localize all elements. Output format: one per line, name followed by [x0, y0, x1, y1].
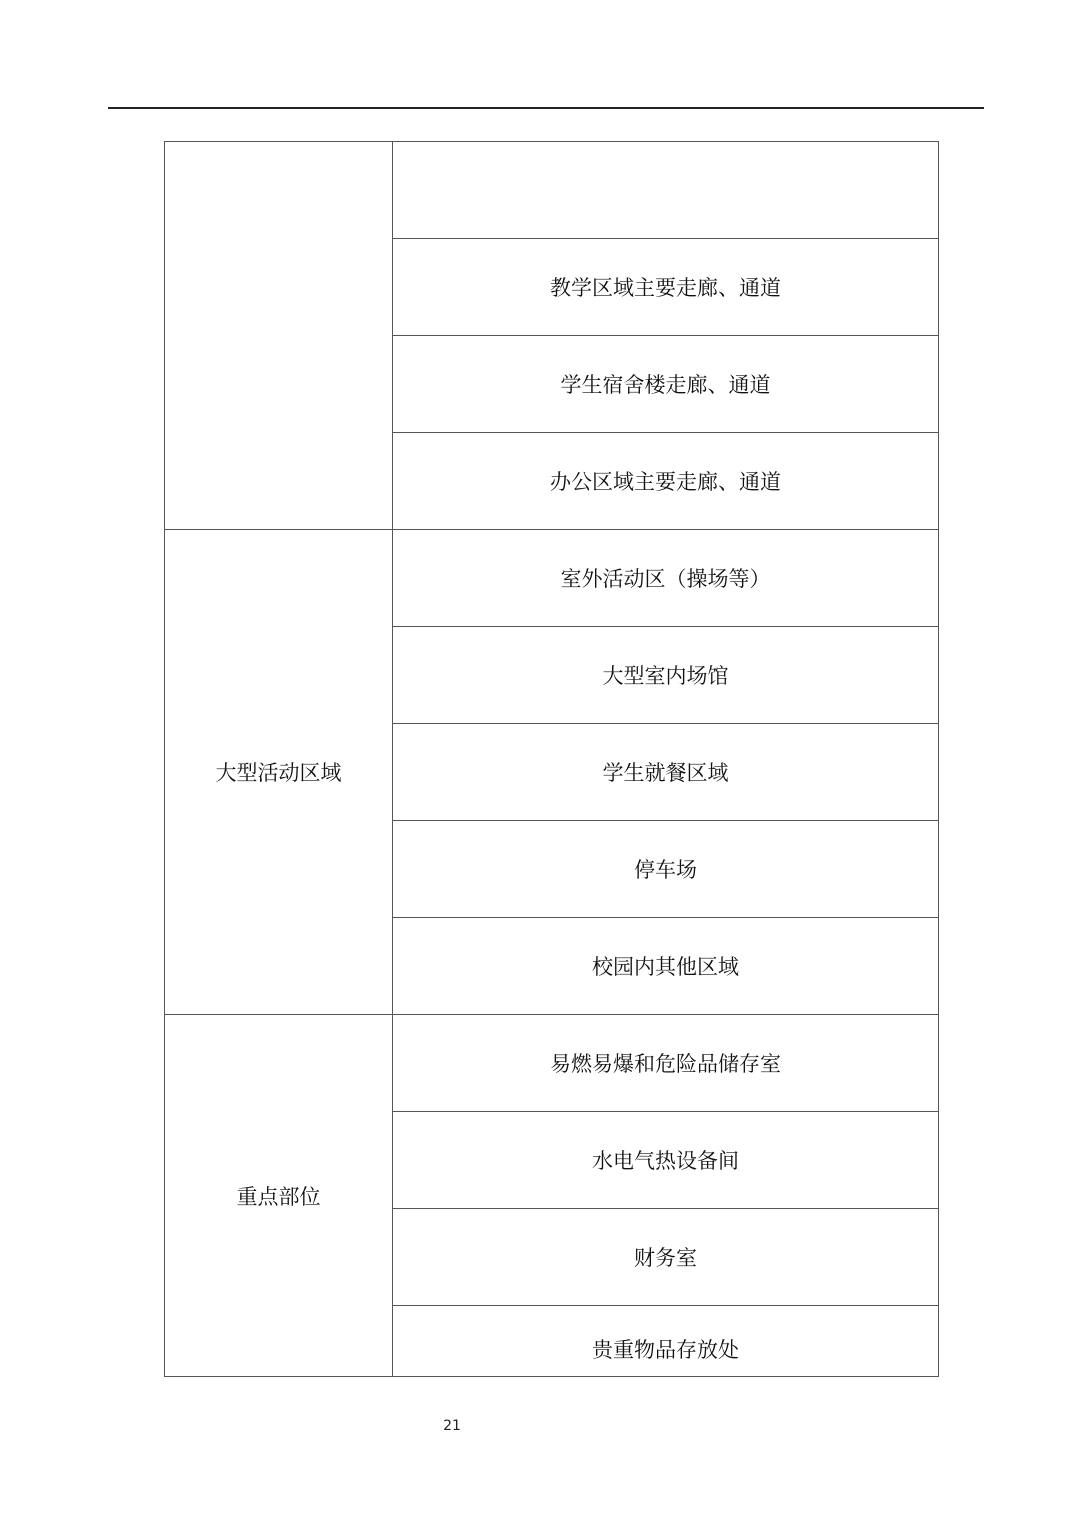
item-cell: 易燃易爆和危险品储存室 — [393, 1015, 939, 1112]
item-cell: 停车场 — [393, 821, 939, 918]
item-cell: 校园内其他区域 — [393, 918, 939, 1015]
page-number: 21 — [443, 1418, 461, 1434]
table-row — [165, 530, 939, 627]
item-cell: 大型室内场馆 — [393, 627, 939, 724]
item-cell: 教学区域主要走廊、通道 — [393, 239, 939, 336]
item-cell: 办公区域主要走廊、通道 — [393, 433, 939, 530]
category-cell: 重点部位 — [165, 1015, 393, 1377]
category-cell: 大型活动区域 — [165, 530, 393, 1015]
table-row — [165, 142, 939, 239]
item-cell: 贵重物品存放处 — [393, 1306, 939, 1377]
region-table — [164, 141, 939, 1377]
header-rule — [108, 107, 984, 109]
item-cell: 学生就餐区域 — [393, 724, 939, 821]
item-cell: 水电气热设备间 — [393, 1112, 939, 1209]
item-cell — [393, 142, 939, 239]
item-cell: 学生宿舍楼走廊、通道 — [393, 336, 939, 433]
item-cell: 室外活动区（操场等） — [393, 530, 939, 627]
category-cell — [165, 142, 393, 530]
item-cell: 财务室 — [393, 1209, 939, 1306]
table-row — [165, 1015, 939, 1112]
